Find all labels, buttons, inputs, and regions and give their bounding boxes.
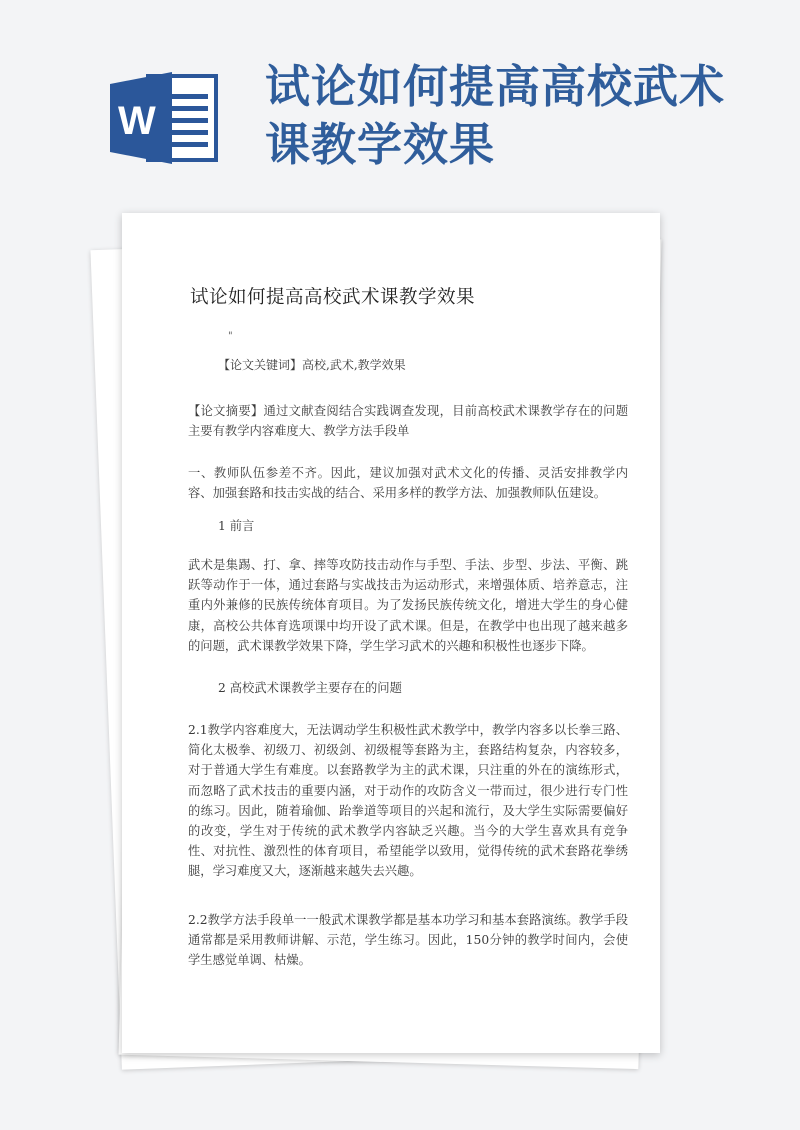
title-line-1: 试论如何提高高校武术 <box>265 60 726 113</box>
document-title: 试论如何提高高校武术课教学效果 <box>190 287 476 308</box>
document-page <box>122 213 660 1053</box>
section-heading: 1 前言 <box>218 519 255 533</box>
paragraph: 2.1教学内容难度大，无法调动学生积极性武术教学中，教学内容多以长拳三路、简化太极拳、初级刀、初级剑、初级棍等套路为主，套路结构复杂，内容较多，对于普通大学生有难度。以套路教学为主的武术课，只注重的外在的演练形式，而忽略了武术技击的重要内涵，对于动作的攻防含义一带而过，很少进行专门性的练习。因此，随着瑜伽、跆拳道等项目的兴起和流行，及大学生实际需要偏好的改变，学生对于传统的武术教学内容缺乏兴趣。当今的大学生喜欢具有竞争性、对抗性、激烈性的体育项目，希望能学以致用，觉得传统的武术套路花拳绣腿，学习难度又大，逐渐越来越失去兴趣。 <box>188 723 628 879</box>
paragraph: 武术是集踢、打、拿、摔等攻防技击动作与手型、手法、步型、步法、平衡、跳跃等动作于一体，通过套路与实战技击为运动形式，来增强体质、培养意志，注重内外兼修的民族传统体育项目。为了发扬民族传统文化，增进大学生的身心健康，高校公共体育选项课中均开设了武术课。但是，在教学中也出现了越来越多的问题，武术课教学效果下降，学生学习武术的兴趣和积极性也逐步下降。 <box>188 558 628 653</box>
title-line-2: 课教学效果 <box>265 118 496 171</box>
header-banner <box>0 0 800 210</box>
paragraph: 2.2教学方法手段单一一般武术课教学都是基本功学习和基本套路演练。教学手段通常都是采用教师讲解、示范，学生练习。因此，150分钟的教学时间内，会使学生感觉单调、枯燥。 <box>188 913 628 968</box>
section-heading: 2 高校武术课教学主要存在的问题 <box>218 681 402 695</box>
keywords-line: 【论文关键词】高校,武术,教学效果 <box>218 358 406 372</box>
paragraph: 一、教师队伍参差不齐。因此，建议加强对武术文化的传播、灵活安排教学内容、加强套路和技击实战的结合、采用多样的教学方法、加强教师队伍建设。 <box>188 466 628 501</box>
page-title <box>265 58 785 174</box>
abstract-paragraph: 【论文摘要】通过文献查阅结合实践调查发现，目前高校武术课教学存在的问题主要有教学内容难度大、教学方法手段单 <box>188 404 628 439</box>
quote-mark: " <box>228 331 233 342</box>
word-icon-letter: W <box>118 99 156 143</box>
word-document-icon <box>110 72 220 164</box>
